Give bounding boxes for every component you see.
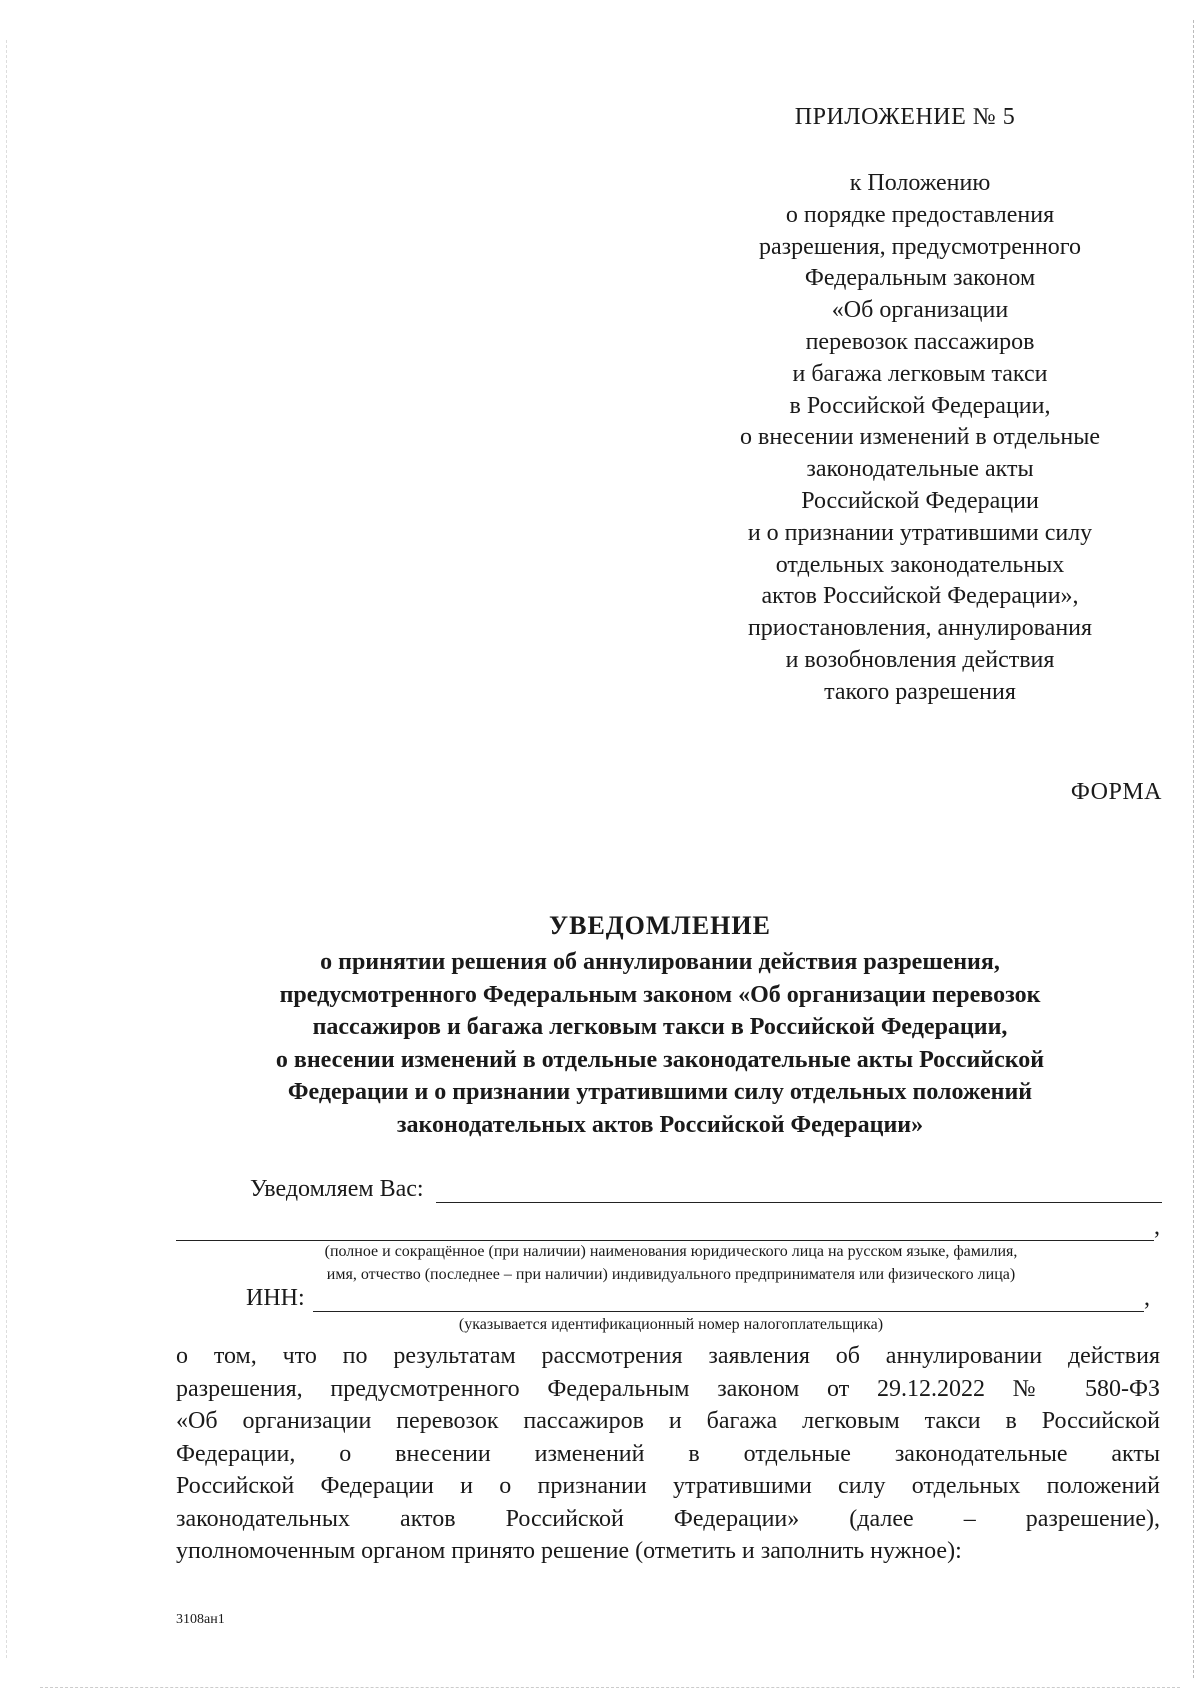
appendix-line: и о признании утратившими силу: [747, 519, 1093, 546]
scan-edge-left: [6, 40, 7, 1658]
appendix-line: Федеральным законом: [804, 265, 1036, 292]
appendix-line: Российской Федерации: [801, 487, 1039, 514]
appendix-line: «Об организации: [831, 297, 1009, 324]
appendix-line: и возобновления действия: [785, 646, 1055, 673]
form-label: ФОРМА: [1070, 779, 1162, 805]
inn-label: ИНН:: [246, 1285, 305, 1311]
body-line: Федерации, о внесении изменений в отдельные законодательные акты: [176, 1440, 1160, 1467]
notice-subtitle-line: пассажиров и багажа легковым такси в Российской Федерации,: [312, 1014, 1008, 1040]
body-line: законодательных актов Российской Федерации» (далее – разрешение),: [176, 1505, 1160, 1532]
notice-subtitle-line: Федерации и о признании утратившими силу отдельных положений: [287, 1079, 1033, 1105]
notice-subtitle-line: о принятии решения об аннулировании действия разрешения,: [320, 949, 1000, 975]
recipient-field-row: [250, 1176, 1162, 1203]
recipient-name-row: [176, 1214, 1160, 1241]
inn-field-row: [246, 1285, 1150, 1312]
recipient-fill-line[interactable]: [436, 1176, 1162, 1203]
recipient-name-hint-line: имя, отчество (последнее – при наличии) индивидуального предпринимателя или физического лица): [326, 1266, 1016, 1283]
body-line: разрешения, предусмотренного Федеральным законом от 29.12.2022 № 580-ФЗ: [176, 1375, 1160, 1402]
appendix-line: в Российской Федерации,: [789, 392, 1051, 419]
appendix-line: отдельных законодательных: [775, 551, 1065, 578]
body-line: о том, что по результатам рассмотрения заявления об аннулировании действия: [176, 1343, 1160, 1369]
scan-edge-right: [1193, 20, 1194, 1678]
appendix-line: законодательные акты: [806, 456, 1034, 483]
notice-subtitle: [160, 946, 1160, 1141]
recipient-name-fill-line[interactable]: [176, 1222, 1154, 1241]
appendix-reference: [700, 168, 1140, 709]
inn-hint: (указывается идентификационный номер налогоплательщика): [458, 1316, 884, 1333]
appendix-line: разрешения, предусмотренного: [759, 233, 1081, 260]
notice-subtitle-line: о внесении изменений в отдельные законодательные акты Российской: [275, 1046, 1045, 1073]
notice-title: УВЕДОМЛЕНИЕ: [549, 911, 771, 940]
body-line: уполномоченным органом принято решение (отметить и заполнить нужное):: [176, 1538, 962, 1564]
scan-edge-bottom: [40, 1687, 1180, 1688]
appendix-line: приостановления, аннулирования: [747, 615, 1093, 642]
appendix-line: такого разрешения: [824, 678, 1016, 705]
inn-fill-line[interactable]: [313, 1285, 1144, 1312]
notice-body: [176, 1340, 1160, 1568]
appendix-line: о внесении изменений в отдельные: [740, 424, 1100, 451]
appendix-line: и багажа легковым такси: [792, 360, 1048, 387]
inn-comma: ,: [1144, 1285, 1150, 1311]
recipient-name-hint-line: (полное и сокращённое (при наличии) наименования юридического лица на русском языке, фамилия,: [324, 1243, 1018, 1260]
body-line: Российской Федерации и о признании утратившими силу отдельных положений: [176, 1473, 1160, 1499]
recipient-name-comma: ,: [1154, 1214, 1160, 1240]
notice-subtitle-line: законодательных актов Российской Федерации»: [396, 1111, 924, 1138]
recipient-name-hint: [176, 1240, 1166, 1286]
notice-subtitle-line: предусмотренного Федеральным законом «Об организации перевозок: [279, 981, 1041, 1008]
body-line: «Об организации перевозок пассажиров и багажа легковым такси в Российской: [176, 1408, 1160, 1434]
appendix-line: к Положению: [849, 170, 991, 196]
document-code: 3108ан1: [176, 1612, 225, 1627]
appendix-line: актов Российской Федерации»,: [761, 583, 1079, 610]
appendix-line: о порядке предоставления: [785, 201, 1055, 228]
appendix-line: перевозок пассажиров: [805, 328, 1035, 355]
recipient-label: Уведомляем Вас:: [250, 1176, 424, 1202]
appendix-title: ПРИЛОЖЕНИЕ № 5: [794, 104, 1016, 130]
